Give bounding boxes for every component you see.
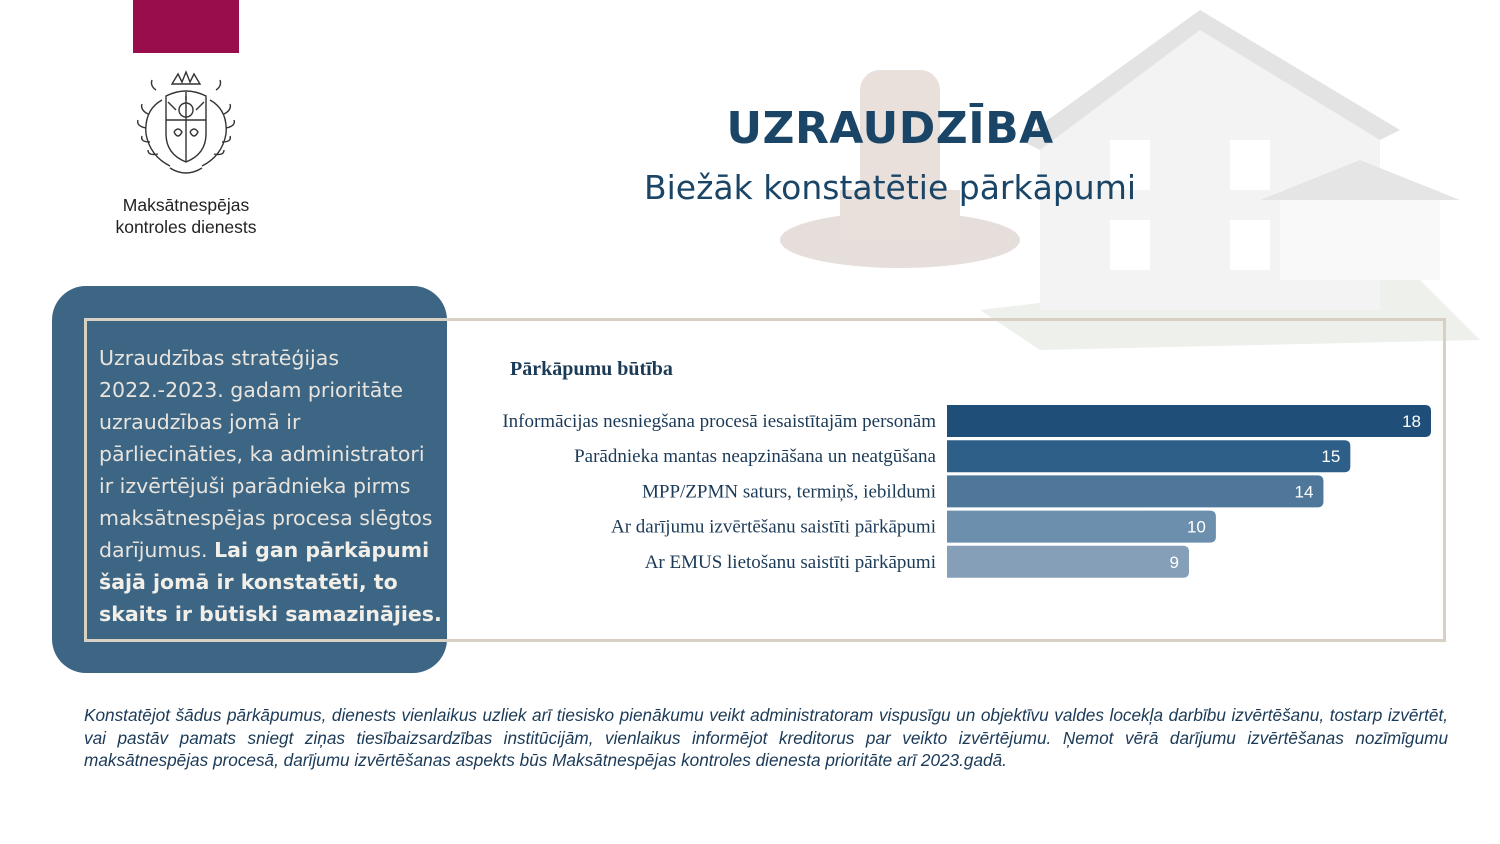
- bar: [947, 546, 1189, 578]
- brand-color-block: [133, 0, 239, 53]
- category-label: Informācijas nesniegšana procesā iesaistītajām personām: [502, 411, 936, 432]
- side-card-text: [99, 342, 444, 630]
- side-card-text-plain: Uzraudzības stratēģijas 2022.-2023. gadam prioritāte uzraudzības jomā ir pārliecināties, ka administratori ir izvērtējuši parādnieka pirms maksātnespējas procesa slēgtos darījumus.: [99, 346, 433, 562]
- bar: [947, 511, 1216, 543]
- page-subtitle: Biežāk konstatētie pārkāpumi: [643, 168, 1137, 207]
- bar: [947, 475, 1323, 507]
- category-label: Ar EMUS lietošanu saistīti pārkāpumi: [644, 551, 936, 573]
- chart-title: Pārkāpumu būtība: [510, 358, 673, 380]
- bar-chart: [450, 395, 1440, 585]
- data-label: 15: [1321, 447, 1341, 467]
- category-label: Parādnieka mantas neapzināšana un neatgūšana: [574, 446, 936, 468]
- data-label: 14: [1294, 482, 1314, 502]
- organization-name: [96, 194, 276, 238]
- data-label: 9: [1169, 552, 1179, 572]
- category-label: Ar darījumu izvērtēšanu saistīti pārkāpumi: [610, 516, 936, 538]
- bar: [947, 405, 1431, 437]
- data-label: 10: [1186, 517, 1206, 537]
- page-title: UZRAUDZĪBA: [726, 103, 1054, 154]
- organization-name-line1: Maksātnespējas: [122, 195, 250, 215]
- coat-of-arms-icon: [130, 70, 242, 184]
- organization-name-line2: kontroles dienests: [115, 217, 257, 237]
- footnote: Konstatējot šādus pārkāpumus, dienests vienlaikus uzliek arī tiesisko pienākumu veikt administratoram vispusīgu un objektīvu valdes locekļa darbību izvērtēšanu, tostarp izvērtēt, vai pastāv pamats sniegt ziņas tiesībaizsardzības institūcijām, vienlaikus informējot kreditorus par veikto izvērtējumu. Ņemot vērā darījumu izvērtēšanas nozīmīgumu maksātnespējas procesā, darījumu izvērtēšanas aspekts būs Maksātnespējas kontroles dienesta prioritāte arī 2023.gadā.: [84, 705, 1448, 770]
- side-card-text-bold: Lai gan pārkāpumi šajā jomā ir konstatēti, to skaits ir būtiski samazinājies.: [99, 538, 442, 626]
- bar: [947, 440, 1350, 472]
- data-label: 18: [1402, 412, 1421, 431]
- category-label: MPP/ZPMN saturs, termiņš, iebildumi: [642, 481, 936, 503]
